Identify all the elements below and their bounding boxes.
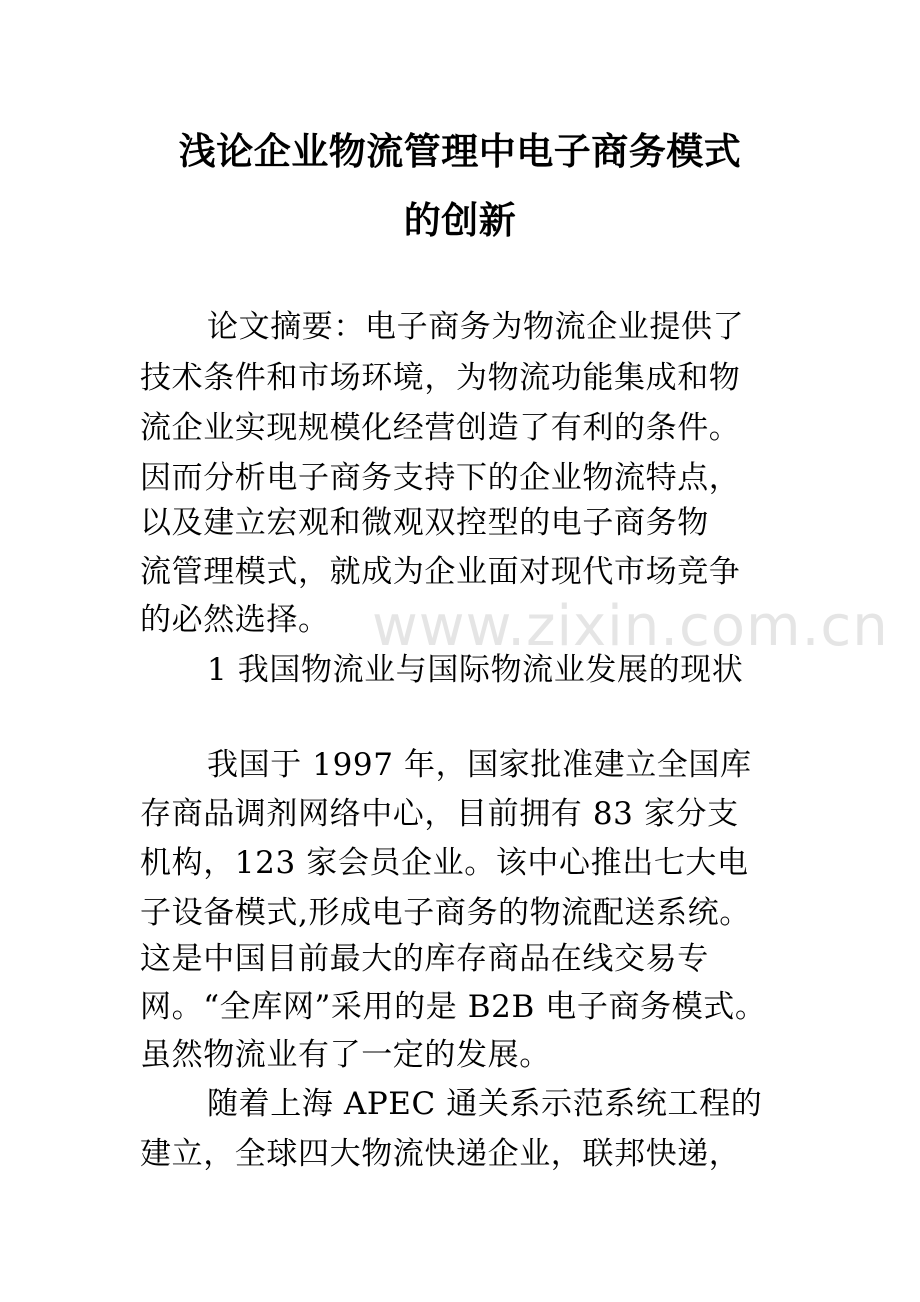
paragraph-line: 网。“全库网”采用的是 B2B 电子商务模式。 [140, 989, 767, 1025]
paragraph-line: 子设备模式,形成电子商务的物流配送系统。 [140, 895, 751, 931]
paragraph-line: 建立，全球四大物流快递企业，联邦快递， [140, 1136, 741, 1172]
paragraph-line: 机构，123 家会员企业。该中心推出七大电 [140, 845, 749, 881]
paragraph-line: 我国于 1997 年，国家批准建立全国库 [207, 747, 752, 783]
paragraph-line: 这是中国目前最大的库存商品在线交易专 [140, 941, 709, 977]
watermark: www.zixin.com.cn [372, 594, 889, 659]
document-title-line-1: 浅论企业物流管理中电子商务模式 [178, 130, 742, 173]
abstract-line: 论文摘要：电子商务为物流企业提供了 [207, 309, 745, 345]
abstract-line: 流管理模式，就成为企业面对现代市场竞争 [140, 554, 741, 590]
abstract-line: 的必然选择。 [140, 602, 330, 638]
paragraph-line: 存商品调剂网络中心，目前拥有 83 家分支 [140, 796, 739, 832]
abstract-line: 流企业实现规模化经营创造了有利的条件。 [140, 410, 741, 446]
paragraph-line: 随着上海 APEC 通关系示范系统工程的 [207, 1086, 763, 1122]
document-title-line-2: 的创新 [403, 199, 517, 242]
paragraph-line: 虽然物流业有了一定的发展。 [140, 1037, 551, 1073]
abstract-line: 以及建立宏观和微观双控型的电子商务物 [140, 505, 709, 541]
abstract-line: 因而分析电子商务支持下的企业物流特点， [140, 460, 741, 496]
abstract-line: 技术条件和市场环境，为物流功能集成和物 [140, 360, 741, 396]
section-heading: 1 我国物流业与国际物流业发展的现状 [207, 652, 744, 688]
